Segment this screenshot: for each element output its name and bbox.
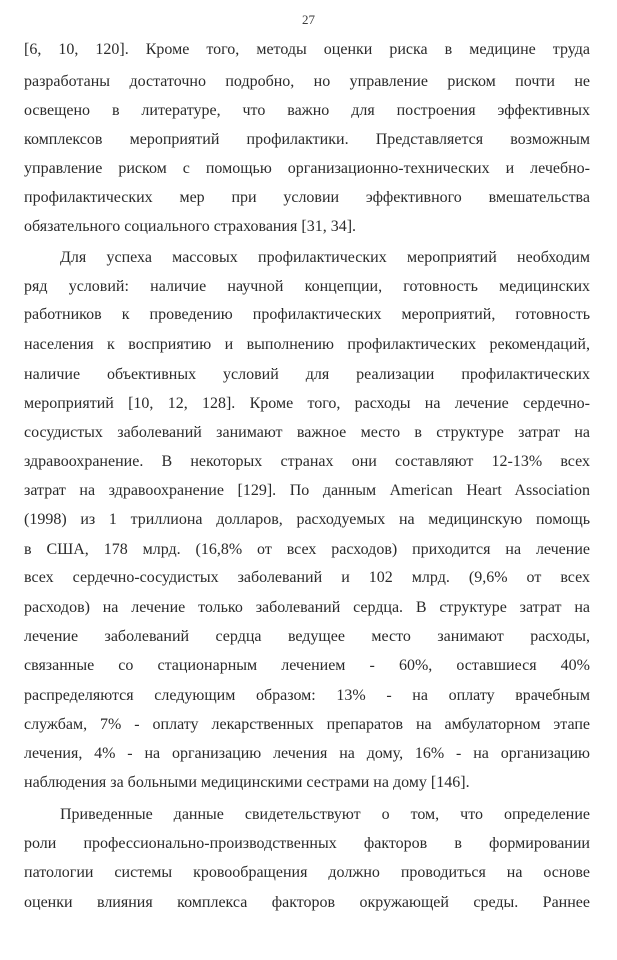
text-line: наблюдения за больными медицинскими сестрами на дому [146]. [24, 774, 470, 791]
text-line: разработаны достаточно подробно, но управление риском почти не [24, 73, 590, 90]
text-line: профилактических мер при условии эффективного вмешательства [24, 189, 590, 206]
page-number: 27 [302, 12, 315, 27]
text-line: Приведенные данные свидетельствуют о том, что определение [60, 806, 590, 823]
text-line: распределяются следующим образом: 13% - на оплату врачебным [24, 687, 590, 704]
text-line: ряд условий: наличие научной концепции, готовность медицинских [24, 278, 590, 295]
text-line: всех сердечно-сосудистых заболеваний и 102 млрд. (9,6% от всех [24, 569, 590, 586]
text-line: затрат на здравоохранение [129]. По данным American Heart Association [24, 482, 590, 499]
text-line: (1998) из 1 триллиона долларов, расходуемых на медицинскую помощь [24, 511, 590, 528]
text-line: роли профессионально-производственных факторов в формировании [24, 835, 590, 852]
text-line: сосудистых заболеваний занимают важное место в структуре затрат на [24, 424, 590, 441]
text-line: наличие объективных условий для реализации профилактических [24, 366, 590, 383]
text-line: мероприятий [10, 12, 128]. Кроме того, расходы на лечение сердечно- [24, 395, 590, 412]
text-line: [6, 10, 120]. Кроме того, методы оценки риска в медицине труда [24, 41, 590, 58]
text-line: Для успеха массовых профилактических мероприятий необходим [60, 249, 590, 266]
text-line: в США, 178 млрд. (16,8% от всех расходов) приходится на лечение [24, 541, 590, 558]
text-line: здравоохранение. В некоторых странах они составляют 12-13% всех [24, 453, 590, 470]
text-line: комплексов мероприятий профилактики. Представляется возможным [24, 131, 590, 148]
text-line: связанные со стационарным лечением - 60%, оставшиеся 40% [24, 657, 590, 674]
text-line: лечения, 4% - на организацию лечения на дому, 16% - на организацию [24, 745, 590, 762]
text-line: работников к проведению профилактических мероприятий, готовность [24, 306, 590, 323]
text-line: населения к восприятию и выполнению профилактических рекомендаций, [24, 336, 590, 353]
text-line: лечение заболеваний сердца ведущее место занимают расходы, [24, 628, 590, 645]
text-line: службам, 7% - оплату лекарственных препаратов на амбулаторном этапе [24, 716, 590, 733]
text-line: управление риском с помощью организационно-технических и лечебно- [24, 160, 590, 177]
text-line: освещено в литературе, что важно для построения эффективных [24, 102, 590, 119]
text-line: расходов) на лечение только заболеваний сердца. В структуре затрат на [24, 599, 590, 616]
text-line: оценки влияния комплекса факторов окружающей среды. Раннее [24, 894, 590, 911]
text-line: обязательного социального страхования [31, 34]. [24, 218, 357, 235]
text-line: патологии системы кровообращения должно проводиться на основе [24, 864, 590, 881]
